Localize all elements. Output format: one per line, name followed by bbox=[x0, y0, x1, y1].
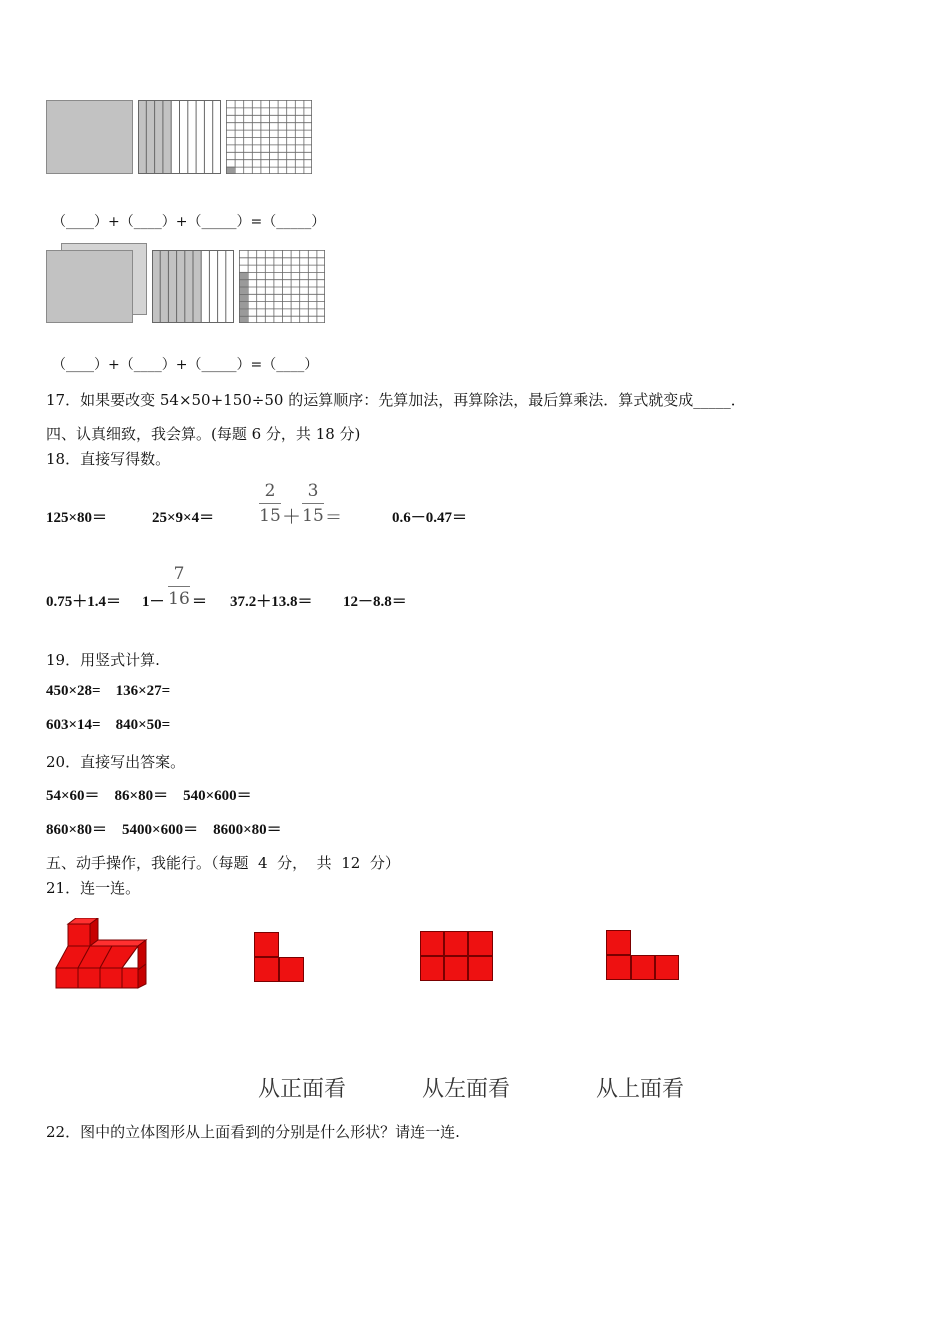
hundredths-grid-2 bbox=[239, 250, 325, 323]
q20-row-2: 860×80＝ 5400×600＝ 8600×80＝ bbox=[46, 822, 282, 838]
fraction-denominator: 16 bbox=[168, 589, 190, 609]
question-22: 22．图中的立体图形从上面看到的分别是什么形状？请连一连. bbox=[46, 1123, 460, 1141]
shaded-cell bbox=[239, 294, 248, 301]
shaded-cell bbox=[239, 272, 248, 279]
fraction-bar bbox=[302, 503, 324, 504]
cube-square bbox=[655, 955, 679, 980]
hundredths-grid-2-svg bbox=[239, 250, 325, 323]
cube-square bbox=[606, 930, 631, 955]
blank-equation-1[interactable]: （____）+（____）+（_____）=（_____） bbox=[52, 214, 326, 230]
question-19-title: 19．用竖式计算. bbox=[46, 651, 160, 669]
fraction-denominator: 15 bbox=[302, 506, 324, 526]
q19-row-1: 450×28= 136×27= bbox=[46, 683, 171, 699]
q19-row-2: 603×14= 840×50= bbox=[46, 717, 171, 733]
equals-sign-2: ＝ bbox=[192, 594, 208, 610]
blank-equation-2[interactable]: （____）+（____）+（_____）=（____） bbox=[52, 357, 319, 373]
section-4-title: 四、认真细致，我会算。(每题 6 分，共 18 分) bbox=[46, 425, 361, 443]
view-shape-long-l[interactable] bbox=[606, 930, 679, 980]
cube-square bbox=[254, 932, 279, 957]
cube-square bbox=[631, 955, 655, 980]
q18-item-125x80: 125×80＝ bbox=[46, 510, 108, 526]
cube-square bbox=[444, 956, 468, 981]
shaded-cell bbox=[226, 167, 235, 174]
plus-sign: ＋ bbox=[282, 506, 302, 528]
cube-square bbox=[606, 955, 631, 980]
fraction-numerator: 3 bbox=[307, 481, 319, 501]
cube-square bbox=[468, 931, 493, 956]
fraction-7-16 bbox=[168, 563, 190, 610]
cube-square bbox=[254, 957, 279, 982]
q18-item-0.6-0.47: 0.6－0.47＝ bbox=[392, 510, 468, 526]
tenths-strip-2 bbox=[152, 250, 234, 323]
view-label-top[interactable]: 从上面看 bbox=[596, 1077, 685, 1102]
cube-square bbox=[279, 957, 304, 982]
solid-figure-3d bbox=[54, 918, 150, 990]
equals-sign: ＝ bbox=[325, 508, 342, 528]
tenths-strip-1-svg bbox=[138, 100, 221, 174]
view-label-front[interactable]: 从正面看 bbox=[258, 1077, 347, 1102]
fraction-numerator: 2 bbox=[264, 481, 276, 501]
whole-square-1 bbox=[46, 100, 133, 174]
fraction-3-15 bbox=[302, 480, 324, 527]
cube-square bbox=[444, 931, 468, 956]
cube-square bbox=[468, 956, 493, 981]
q18-item-1-minus-prefix: 1－ bbox=[142, 594, 165, 610]
tenths-strip-2-svg bbox=[152, 250, 234, 323]
shaded-cell bbox=[239, 308, 248, 315]
hundredths-grid-1 bbox=[226, 100, 312, 174]
shaded-cell bbox=[239, 279, 248, 286]
question-18-title: 18．直接写得数。 bbox=[46, 450, 171, 468]
cube-square bbox=[420, 931, 444, 956]
section-5-title: 五、动手操作，我能行。（每题 4 分， 共 12 分） bbox=[46, 854, 400, 872]
view-label-left[interactable]: 从左面看 bbox=[422, 1077, 511, 1102]
shaded-cell bbox=[239, 287, 248, 294]
cube-square bbox=[420, 956, 444, 981]
fraction-bar bbox=[259, 503, 281, 504]
hundredths-grid-1-svg bbox=[226, 100, 312, 174]
fraction-2-15 bbox=[259, 480, 281, 527]
q20-row-1: 54×60＝ 86×80＝ 540×600＝ bbox=[46, 788, 252, 804]
whole-square-front bbox=[46, 250, 133, 323]
view-shape-front[interactable] bbox=[254, 932, 304, 982]
shaded-cell bbox=[239, 301, 248, 308]
question-20-title: 20．直接写出答案。 bbox=[46, 753, 186, 771]
q18-item-25x9x4: 25×9×4＝ bbox=[152, 510, 215, 526]
shaded-cell bbox=[239, 316, 248, 323]
fraction-numerator: 7 bbox=[173, 564, 185, 584]
solid-figure-svg bbox=[54, 918, 150, 990]
q18-item-0.75+1.4: 0.75＋1.4＝ bbox=[46, 594, 122, 610]
fraction-bar bbox=[168, 586, 190, 587]
tenths-strip-1 bbox=[138, 100, 221, 174]
q18-item-12-8.8: 12－8.8＝ bbox=[343, 594, 407, 610]
view-shape-rectangle[interactable] bbox=[420, 931, 493, 981]
question-21-title: 21．连一连。 bbox=[46, 879, 141, 897]
fraction-denominator: 15 bbox=[259, 506, 281, 526]
question-17: 17．如果要改变 54×50+150÷50 的运算顺序：先算加法，再算除法，最后算乘法．算式就变成_____． bbox=[46, 391, 746, 409]
q18-item-37.2+13.8: 37.2＋13.8＝ bbox=[230, 594, 313, 610]
